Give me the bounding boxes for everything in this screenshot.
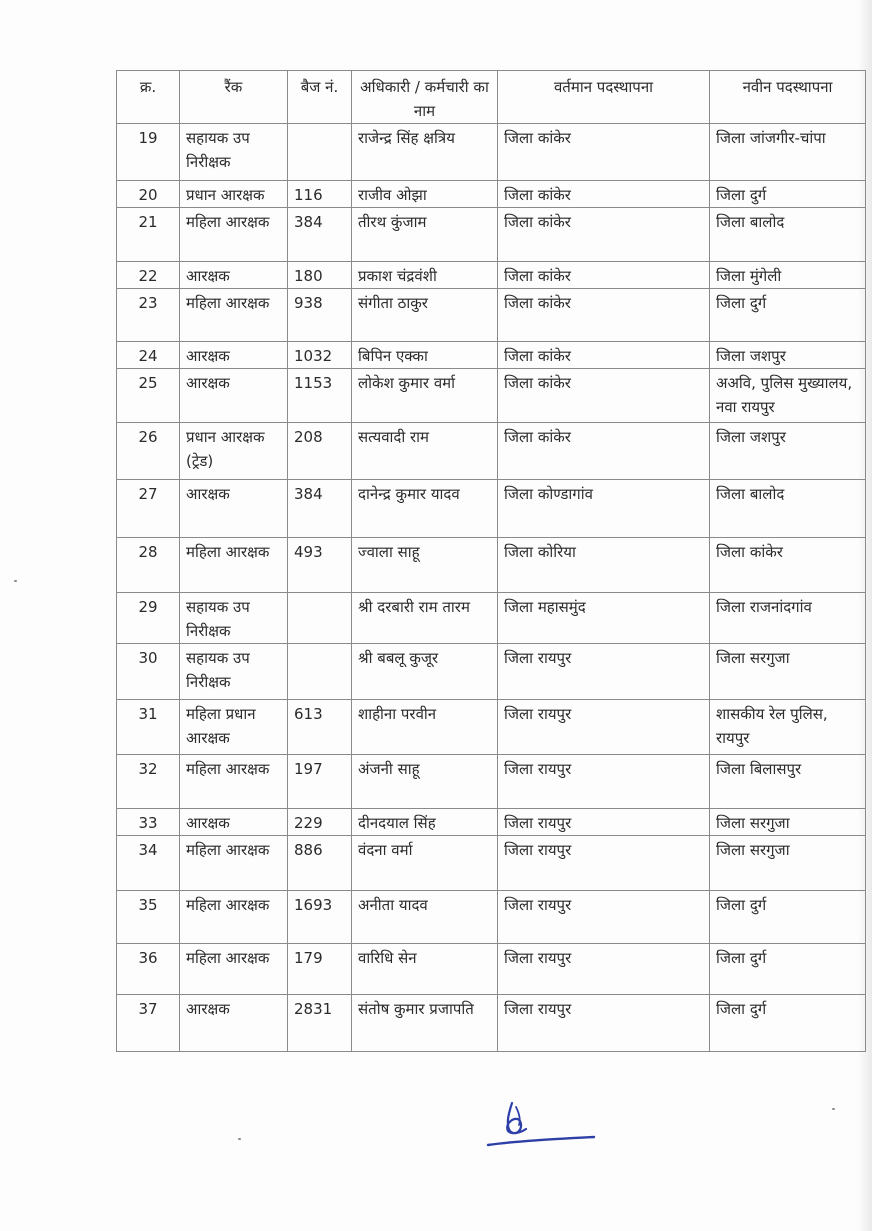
new-posting-cell: जिला बालोद [710,480,866,538]
paper-speck [238,1138,241,1140]
rank-cell: प्रधान आरक्षक [180,181,288,208]
rank-cell: महिला आरक्षक [180,944,288,995]
serial-no-cell: 33 [117,809,180,836]
employee-name-cell: प्रकाश चंद्रवंशी [352,262,498,289]
new-posting-cell: जिला जशपुर [710,342,866,369]
rank-cell: सहायक उप निरीक्षक [180,593,288,644]
current-posting-cell: जिला कांकेर [498,262,710,289]
new-posting-cell: जिला दुर्ग [710,995,866,1052]
current-posting-cell: जिला कांकेर [498,181,710,208]
serial-no-cell: 31 [117,700,180,755]
new-posting-cell: शासकीय रेल पुलिस, रायपुर [710,700,866,755]
current-posting-cell: जिला कांकेर [498,369,710,423]
badge-no-cell: 180 [288,262,352,289]
new-posting-cell: जिला दुर्ग [710,944,866,995]
table-row [117,809,866,836]
current-posting-cell: जिला रायपुर [498,700,710,755]
rank-cell: महिला आरक्षक [180,538,288,593]
employee-name-cell: तीरथ कुंजाम [352,208,498,262]
rank-cell: महिला आरक्षक [180,289,288,342]
badge-no-cell: 2831 [288,995,352,1052]
table-row [117,700,866,755]
new-posting-cell: जिला सरगुजा [710,644,866,700]
serial-no-cell: 19 [117,124,180,181]
table-row [117,480,866,538]
badge-no-cell: 1032 [288,342,352,369]
rank-cell: आरक्षक [180,342,288,369]
header-employee-name: अधिकारी / कर्मचारी का नाम [352,71,498,124]
new-posting-cell: जिला सरगुजा [710,836,866,891]
badge-no-cell [288,644,352,700]
table-row [117,423,866,480]
serial-no-cell: 30 [117,644,180,700]
badge-no-cell [288,593,352,644]
serial-no-cell: 35 [117,891,180,944]
table-row [117,944,866,995]
table-row [117,836,866,891]
new-posting-cell: जिला जांजगीर-चांपा [710,124,866,181]
table-row [117,995,866,1052]
table-header-row [117,71,866,124]
table-row [117,289,866,342]
employee-name-cell: श्री दरबारी राम तारम [352,593,498,644]
current-posting-cell: जिला कांकेर [498,423,710,480]
serial-no-cell: 23 [117,289,180,342]
serial-no-cell: 27 [117,480,180,538]
new-posting-cell: जिला दुर्ग [710,289,866,342]
header-rank: रैंक [180,71,288,124]
current-posting-cell: जिला कांकेर [498,124,710,181]
employee-name-cell: राजीव ओझा [352,181,498,208]
table-row [117,755,866,809]
badge-no-cell: 197 [288,755,352,809]
badge-no-cell: 179 [288,944,352,995]
new-posting-cell: जिला कांकेर [710,538,866,593]
table-body [117,124,866,1052]
rank-cell: आरक्षक [180,809,288,836]
current-posting-cell: जिला रायपुर [498,755,710,809]
rank-cell: सहायक उप निरीक्षक [180,124,288,181]
serial-no-cell: 28 [117,538,180,593]
badge-no-cell: 384 [288,480,352,538]
table-row [117,124,866,181]
employee-name-cell: बिपिन एक्का [352,342,498,369]
serial-no-cell: 26 [117,423,180,480]
table-row [117,342,866,369]
current-posting-cell: जिला रायपुर [498,944,710,995]
serial-no-cell: 37 [117,995,180,1052]
serial-no-cell: 25 [117,369,180,423]
rank-cell: महिला आरक्षक [180,836,288,891]
rank-cell: महिला आरक्षक [180,755,288,809]
serial-no-cell: 36 [117,944,180,995]
serial-no-cell: 21 [117,208,180,262]
rank-cell: सहायक उप निरीक्षक [180,644,288,700]
current-posting-cell: जिला रायपुर [498,644,710,700]
badge-no-cell: 1153 [288,369,352,423]
employee-name-cell: ज्वाला साहू [352,538,498,593]
employee-name-cell: शाहीना परवीन [352,700,498,755]
new-posting-cell: जिला सरगुजा [710,809,866,836]
rank-cell: प्रधान आरक्षक (ट्रेड) [180,423,288,480]
header-serial-no: क्र. [117,71,180,124]
transfer-table [116,70,866,1052]
badge-no-cell: 384 [288,208,352,262]
employee-name-cell: सत्यवादी राम [352,423,498,480]
new-posting-cell: जिला राजनांदगांव [710,593,866,644]
employee-name-cell: संगीता ठाकुर [352,289,498,342]
employee-name-cell: दीनदयाल सिंह [352,809,498,836]
paper-speck [14,580,17,582]
paper-speck [832,1108,835,1110]
rank-cell: आरक्षक [180,262,288,289]
table-row [117,262,866,289]
rank-cell: महिला प्रधान आरक्षक [180,700,288,755]
serial-no-cell: 20 [117,181,180,208]
employee-name-cell: वंदना वर्मा [352,836,498,891]
new-posting-cell: जिला दुर्ग [710,891,866,944]
signature [486,1095,596,1155]
current-posting-cell: जिला कोण्डागांव [498,480,710,538]
employee-name-cell: संतोष कुमार प्रजापति [352,995,498,1052]
table-row [117,181,866,208]
header-badge-no: बैज नं. [288,71,352,124]
employee-name-cell: लोकेश कुमार वर्मा [352,369,498,423]
current-posting-cell: जिला कांकेर [498,289,710,342]
table-row [117,208,866,262]
current-posting-cell: जिला कांकेर [498,208,710,262]
table-row [117,538,866,593]
header-current-posting: वर्तमान पदस्थापना [498,71,710,124]
new-posting-cell: जिला बालोद [710,208,866,262]
header-new-posting: नवीन पदस्थापना [710,71,866,124]
employee-name-cell: अनीता यादव [352,891,498,944]
rank-cell: आरक्षक [180,369,288,423]
badge-no-cell: 229 [288,809,352,836]
employee-name-cell: वारिधि सेन [352,944,498,995]
serial-no-cell: 24 [117,342,180,369]
current-posting-cell: जिला महासमुंद [498,593,710,644]
current-posting-cell: जिला कोरिया [498,538,710,593]
current-posting-cell: जिला कांकेर [498,342,710,369]
employee-name-cell: राजेन्द्र सिंह क्षत्रिय [352,124,498,181]
new-posting-cell: जिला मुंगेली [710,262,866,289]
table-row [117,891,866,944]
badge-no-cell: 1693 [288,891,352,944]
badge-no-cell: 938 [288,289,352,342]
table-row [117,644,866,700]
badge-no-cell [288,124,352,181]
current-posting-cell: जिला रायपुर [498,809,710,836]
rank-cell: आरक्षक [180,995,288,1052]
current-posting-cell: जिला रायपुर [498,891,710,944]
new-posting-cell: जिला बिलासपुर [710,755,866,809]
employee-name-cell: श्री बबलू कुजूर [352,644,498,700]
employee-name-cell: अंजनी साहू [352,755,498,809]
serial-no-cell: 29 [117,593,180,644]
new-posting-cell: अअवि, पुलिस मुख्यालय, नवा रायपुर [710,369,866,423]
serial-no-cell: 32 [117,755,180,809]
badge-no-cell: 613 [288,700,352,755]
table-row [117,593,866,644]
new-posting-cell: जिला दुर्ग [710,181,866,208]
rank-cell: महिला आरक्षक [180,891,288,944]
current-posting-cell: जिला रायपुर [498,995,710,1052]
badge-no-cell: 208 [288,423,352,480]
table-row [117,369,866,423]
badge-no-cell: 116 [288,181,352,208]
current-posting-cell: जिला रायपुर [498,836,710,891]
rank-cell: महिला आरक्षक [180,208,288,262]
serial-no-cell: 34 [117,836,180,891]
rank-cell: आरक्षक [180,480,288,538]
new-posting-cell: जिला जशपुर [710,423,866,480]
serial-no-cell: 22 [117,262,180,289]
badge-no-cell: 886 [288,836,352,891]
employee-name-cell: दानेन्द्र कुमार यादव [352,480,498,538]
badge-no-cell: 493 [288,538,352,593]
